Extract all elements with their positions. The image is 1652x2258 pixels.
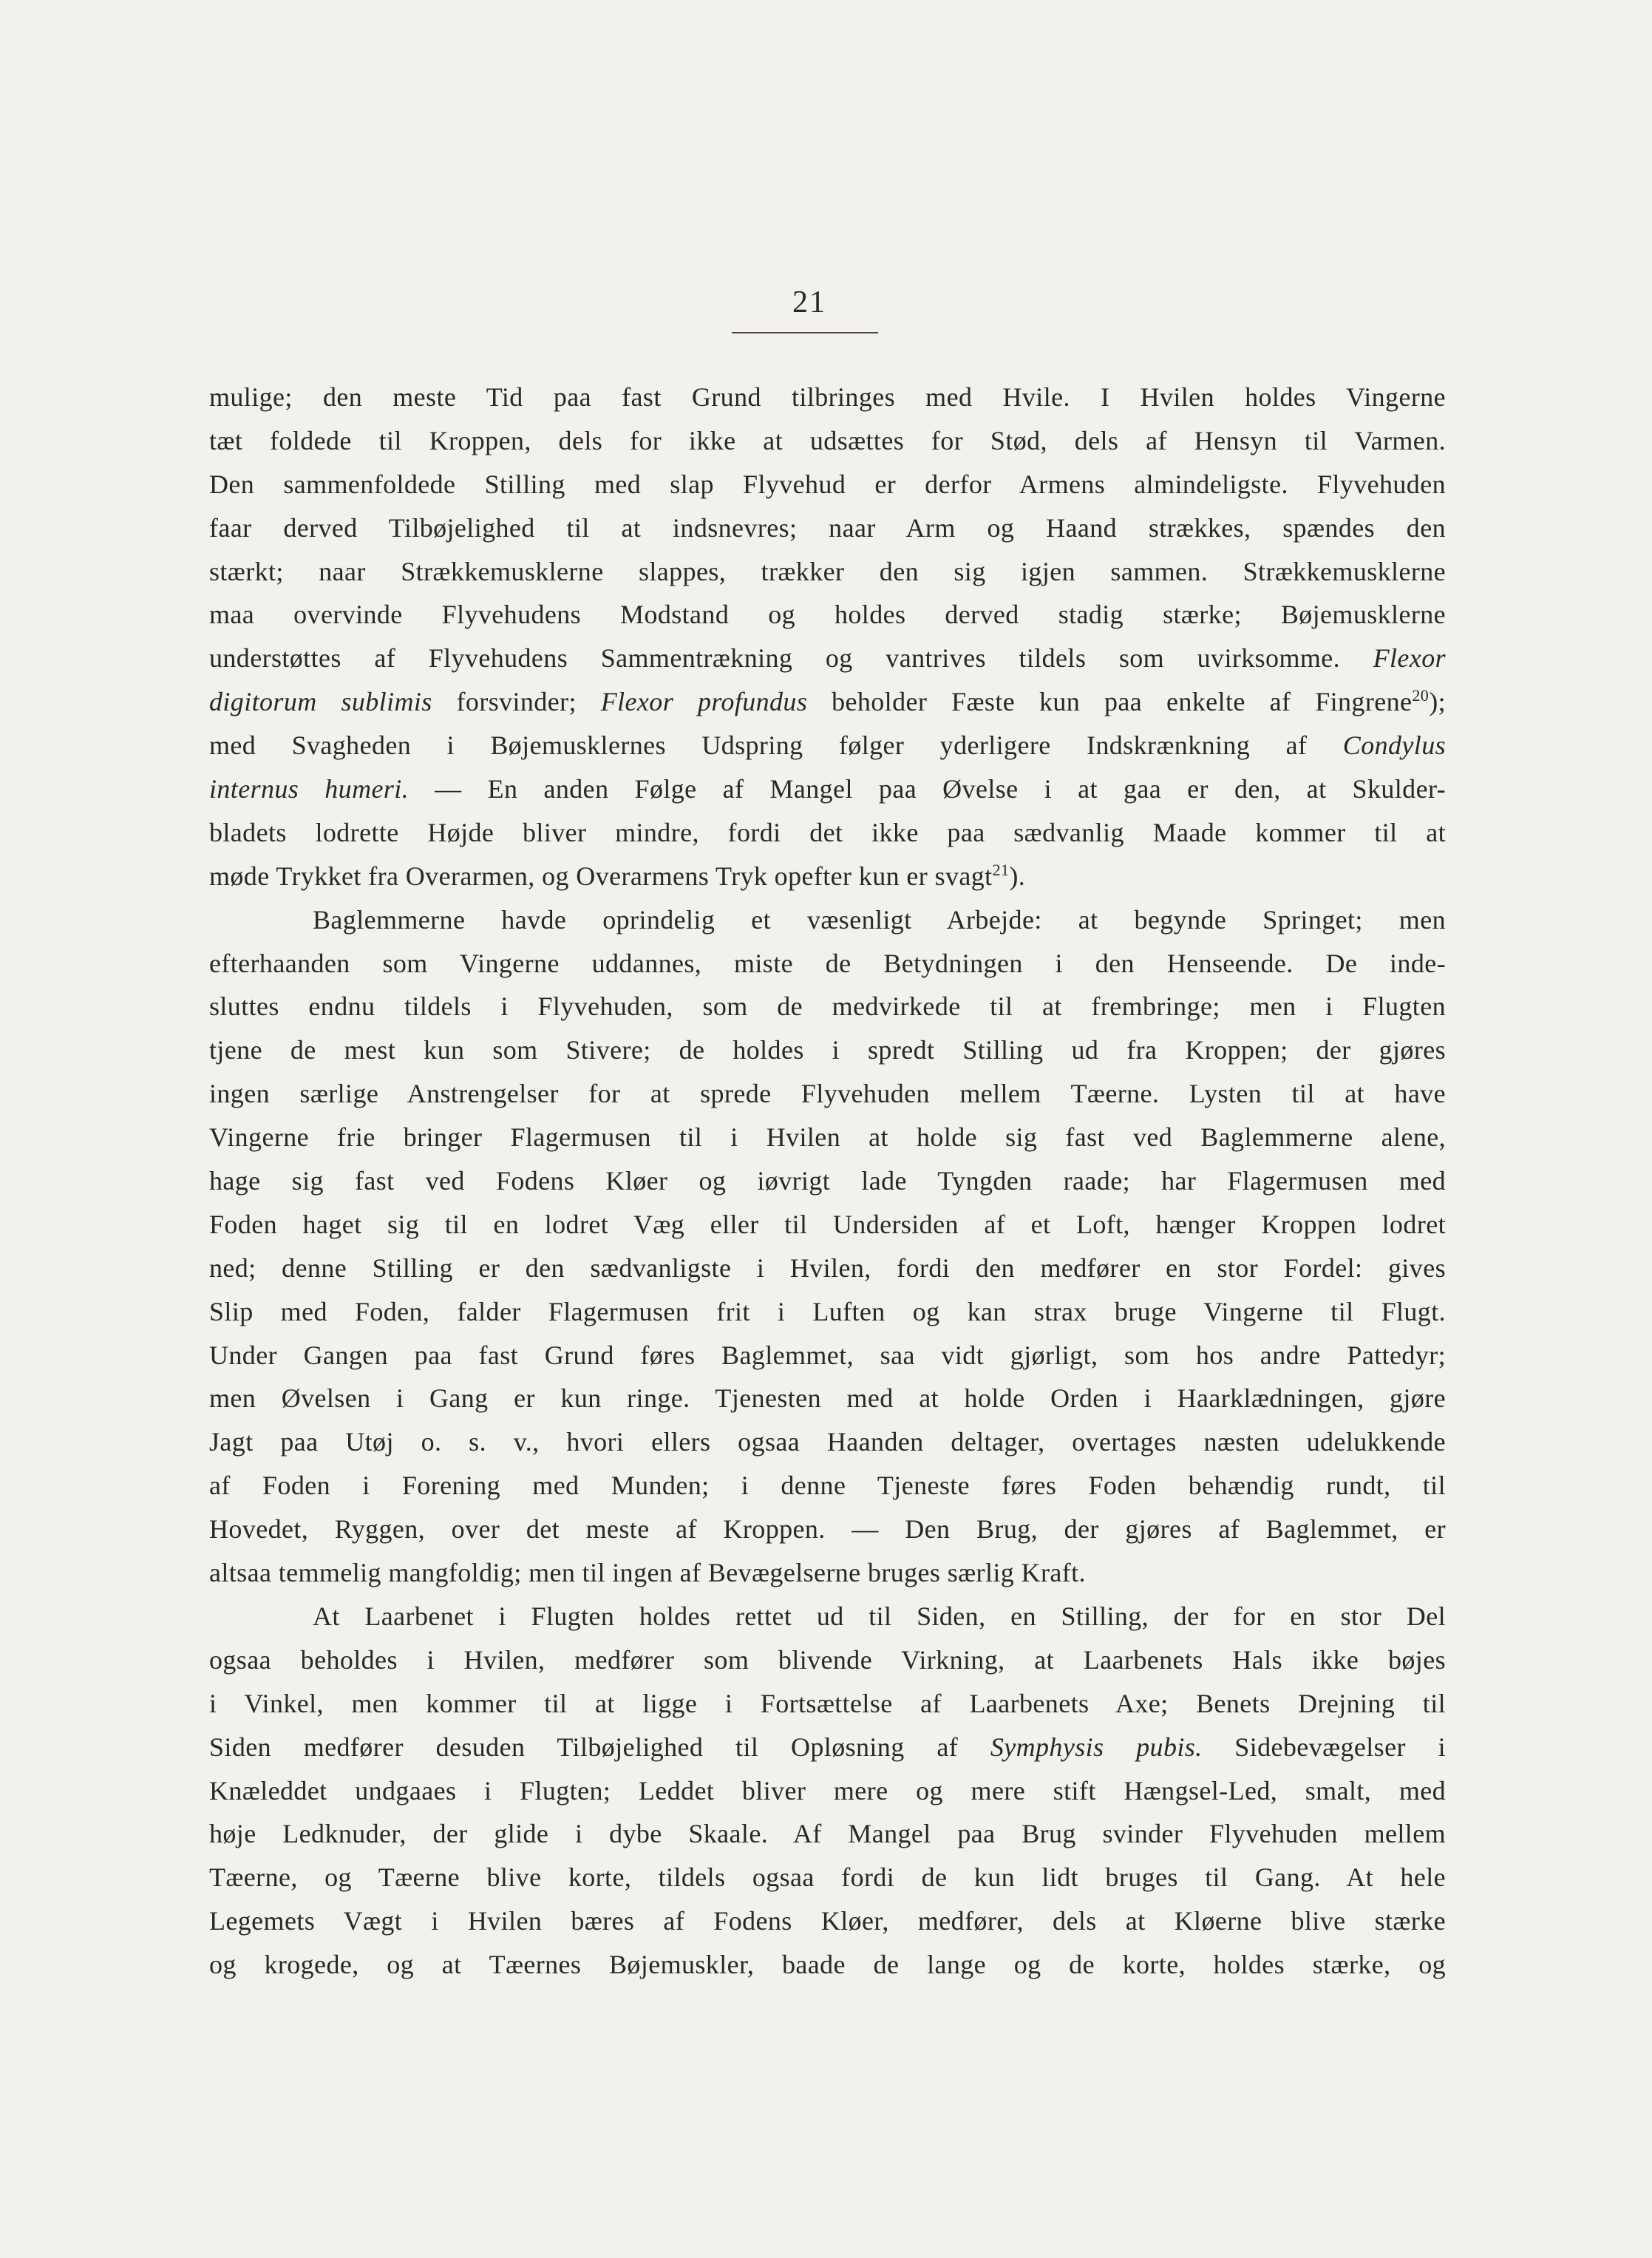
text-span: Vingerne frie bringer Flagermusen til i Hvilen at holde sig fast ved Baglemmerne alene,	[209, 1122, 1446, 1153]
text-line	[209, 942, 1446, 986]
text-span: ned; denne Stilling er den sædvanligste i Hvilen, fordi den medfører en stor Fordel: gives	[209, 1252, 1446, 1283]
italic-term: Flexor profundus	[600, 687, 808, 717]
body-text	[209, 376, 1446, 1987]
text-line	[209, 1028, 1446, 1072]
text-span: Foden haget sig til en lodret Væg eller til Undersiden af et Loft, hænger Kroppen lodret	[209, 1209, 1446, 1239]
text-line	[209, 550, 1446, 594]
italic-term: digitorum sublimis	[209, 687, 432, 717]
text-line	[209, 1769, 1446, 1813]
text-span: maa overvinde Flyvehudens Modstand og holdes derved stadig stærke; Bøjemusklerne	[209, 600, 1446, 630]
footnote-ref: 21	[992, 860, 1010, 879]
text-line	[209, 1726, 1446, 1769]
text-span: Den sammenfoldede Stilling med slap Flyvehud er derfor Armens almindeligste. Flyvehuden	[209, 469, 1446, 499]
text-span: At Laarbenet i Flugten holdes rettet ud til Siden, en Stilling, der for en stor Del	[313, 1601, 1446, 1631]
text-line	[209, 767, 1446, 811]
text-line	[209, 1334, 1446, 1377]
text-span: Under Gangen paa fast Grund føres Baglemmet, saa vidt gjørligt, som hos andre Pattedyr;	[209, 1340, 1446, 1370]
text-line	[209, 419, 1446, 463]
text-line	[209, 1420, 1446, 1464]
text-line	[209, 680, 1446, 724]
text-span: tæt foldede til Kroppen, dels for ikke at udsættes for Stød, dels af Hensyn til Varmen.	[209, 425, 1446, 455]
italic-term: Condylus	[1342, 730, 1446, 761]
text-span: mulige; den meste Tid paa fast Grund tilbringes med Hvile. I Hvilen holdes Vingerne	[209, 382, 1446, 412]
text-span: );	[1429, 687, 1446, 717]
text-span: høje Ledknuder, der glide i dybe Skaale. Af Mangel paa Brug svinder Flyvehuden mellem	[209, 1819, 1446, 1849]
page-number: 21	[792, 285, 826, 319]
text-span: Tæerne, og Tæerne blive korte, tildels ogsaa fordi de kun lidt bruges til Gang. At hele	[209, 1862, 1446, 1893]
text-line	[209, 593, 1446, 637]
text-span: af Foden i Forening med Munden; i denne Tjeneste føres Foden behændig rundt, til	[209, 1471, 1446, 1501]
text-span: Jagt paa Utøj o. s. v., hvori ellers ogsaa Haanden deltager, overtages næsten udelukkende	[209, 1427, 1446, 1457]
text-span: men Øvelsen i Gang er kun ringe. Tjenesten med at holde Orden i Haarklædningen, gjøre	[209, 1383, 1446, 1414]
text-span: ogsaa beholdes i Hvilen, medfører som blivende Virkning, at Laarbenets Hals ikke bøjes	[209, 1644, 1446, 1675]
text-span: tjene de mest kun som Stivere; de holdes i spredt Stilling ud fra Kroppen; der gjøres	[209, 1035, 1446, 1065]
italic-term: Symphysis pubis.	[990, 1732, 1203, 1762]
text-span: beholder Fæste kun paa enkelte af Fingrene	[807, 687, 1413, 717]
text-line	[209, 506, 1446, 550]
text-line	[209, 1812, 1446, 1856]
text-line	[209, 1551, 1446, 1595]
page-number-rule	[732, 332, 878, 333]
text-line	[209, 985, 1446, 1028]
text-line	[209, 1247, 1446, 1290]
text-span: hage sig fast ved Fodens Kløer og iøvrigt lade Tyngden raade; har Flagermusen med	[209, 1166, 1446, 1196]
text-line	[209, 855, 1446, 898]
text-span: ingen særlige Anstrengelser for at sprede Flyvehuden mellem Tæerne. Lysten til at have	[209, 1079, 1446, 1109]
text-line	[209, 898, 1446, 942]
text-span: Slip med Foden, falder Flagermusen frit i Luften og kan strax bruge Vingerne til Flugt.	[209, 1296, 1446, 1326]
text-line	[209, 1682, 1446, 1726]
text-line	[209, 1203, 1446, 1247]
footnote-ref: 20	[1412, 686, 1430, 705]
text-line	[209, 1072, 1446, 1116]
text-span: Hovedet, Ryggen, over det meste af Kroppen. — Den Brug, der gjøres af Baglemmet, er	[209, 1514, 1446, 1545]
text-line	[209, 376, 1446, 419]
text-span: med Svagheden i Bøjemusklernes Udspring følger yderligere Indskrænkning af	[209, 730, 1343, 761]
text-line	[209, 1856, 1446, 1899]
text-line	[209, 1638, 1446, 1682]
text-span: efterhaanden som Vingerne uddannes, miste de Betydningen i den Henseende. De inde-	[209, 948, 1446, 978]
text-span: Baglemmerne havde oprindelig et væsenligt Arbejde: at begynde Springet; men	[313, 904, 1446, 935]
text-span: Sidebevægelser i	[1202, 1732, 1446, 1762]
text-line	[209, 1290, 1446, 1334]
text-span: Knæleddet undgaaes i Flugten; Leddet bliver mere og mere stift Hængsel-Led, smalt, med	[209, 1775, 1446, 1806]
text-line	[209, 1508, 1446, 1551]
text-line	[209, 1116, 1446, 1159]
text-span: understøttes af Flyvehudens Sammentrækning og vantrives tildels som uvirksomme.	[209, 643, 1373, 674]
text-line	[209, 1377, 1446, 1420]
text-span: Legemets Vægt i Hvilen bæres af Fodens Kløer, medfører, dels at Kløerne blive stærke	[209, 1906, 1446, 1936]
text-line	[209, 1159, 1446, 1203]
text-line	[209, 1464, 1446, 1508]
text-line	[209, 724, 1446, 767]
text-line	[209, 1943, 1446, 1987]
text-span: og krogede, og at Tæernes Bøjemuskler, baade de lange og de korte, holdes stærke, og	[209, 1950, 1446, 1980]
text-line	[209, 1595, 1446, 1638]
text-span: forsvinder;	[432, 687, 601, 717]
text-span: altsaa temmelig mangfoldig; men til ingen af Bevægelserne bruges særlig Kraft.	[209, 1558, 1086, 1588]
text-line	[209, 1899, 1446, 1943]
text-span: ).	[1009, 861, 1026, 891]
italic-term: Flexor	[1373, 643, 1446, 674]
text-span: faar derved Tilbøjelighed til at indsnevres; naar Arm og Haand strækkes, spændes den	[209, 512, 1446, 543]
text-span: — En anden Følge af Mangel paa Øvelse i at gaa er den, at Skulder-	[409, 774, 1447, 804]
text-line	[209, 637, 1446, 680]
text-line	[209, 811, 1446, 855]
text-span: sluttes endnu tildels i Flyvehuden, som de medvirkede til at frembringe; men i Flugten	[209, 991, 1446, 1022]
text-span: møde Trykket fra Overarmen, og Overarmens Tryk opefter kun er svagt	[209, 861, 993, 891]
text-span: stærkt; naar Strækkemusklerne slappes, trækker den sig igjen sammen. Strækkemusklerne	[209, 556, 1446, 586]
text-span: i Vinkel, men kommer til at ligge i Fortsættelse af Laarbenets Axe; Benets Drejning til	[209, 1688, 1446, 1718]
text-span: Siden medfører desuden Tilbøjelighed til Opløsning af	[209, 1732, 990, 1762]
text-span: bladets lodrette Højde bliver mindre, fordi det ikke paa sædvanlig Maade kommer til at	[209, 817, 1446, 847]
italic-term: internus humeri.	[209, 774, 409, 804]
text-line	[209, 463, 1446, 506]
